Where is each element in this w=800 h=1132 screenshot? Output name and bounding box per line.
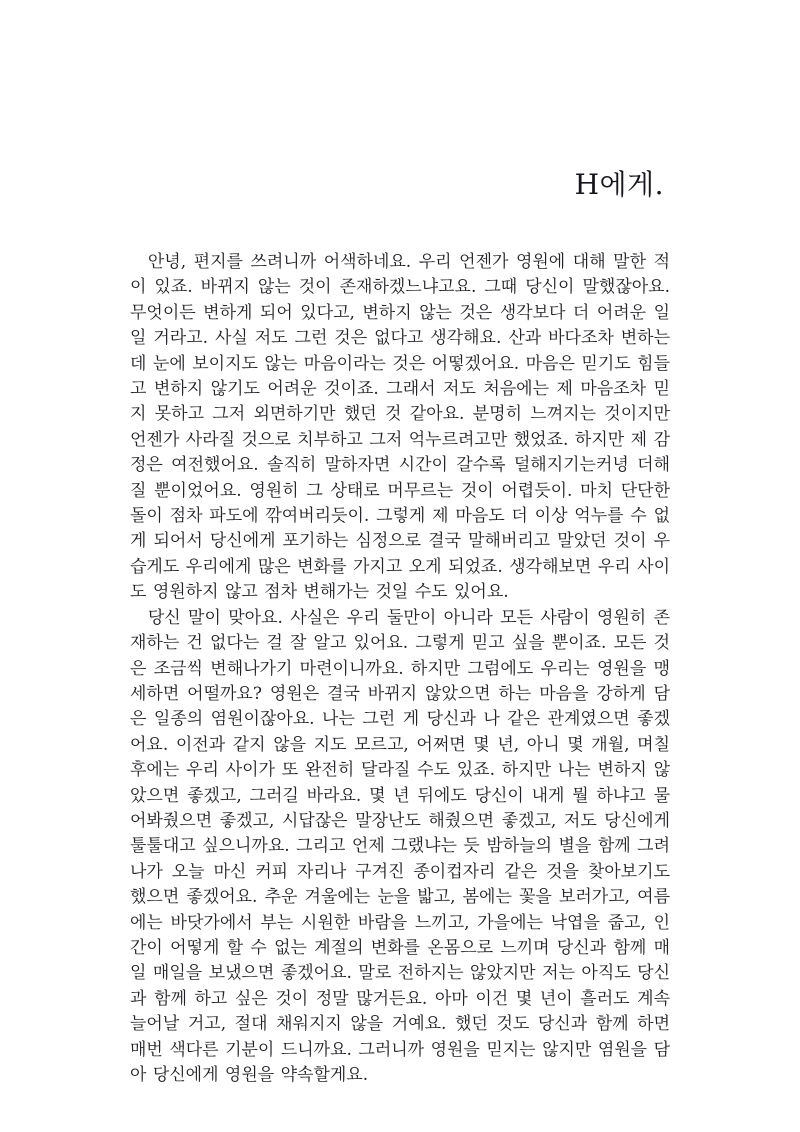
letter-title: H에게. xyxy=(574,168,664,201)
letter-paragraph: 안녕, 편지를 쓰려니까 어색하네요. 우리 언젠가 영원에 대해 말한 적이 있죠. 바뀌지 않는 것이 존재하겠느냐고요. 그때 당신이 말했잖아요. 무엇이든 변하게 되어 있다고, 변하지 않는 것은 생각보다 더 어려운 일일 거라고. 사실 저도 그런 것은 없다고 생각해요. 산과 바다조차 변하는데 눈에 보이지도 않는 마음이라는 것은 어떻겠어요. 마음은 믿기도 힘들고 변하지 않기도 어려운 것이죠. 그래서 저도 처음에는 제 마음조차 믿지 못하고 그저 외면하기만 했던 것 같아요. 분명히 느껴지는 것이지만 언젠가 사라질 것으로 치부하고 그저 억누르려고만 했었죠. 하지만 제 감정은 여전했어요. 솔직히 말하자면 시간이 갈수록 덜해지기는커녕 더해질 뿐이었어요. 영원히 그 상태로 머무르는 것이 어렵듯이. 마치 단단한 돌이 점차 파도에 깎여버리듯이. 그렇게 제 마음도 더 이상 억누를 수 없게 되어서 당신에게 포기하는 심정으로 결국 말해버리고 말았던 것이 우습게도 우리에게 많은 변화를 가지고 오게 되었죠. 생각해보면 우리 사이도 영원하지 않고 점차 변해가는 것일 수도 있어요. xyxy=(130,252,670,603)
letter-paragraph: 당신 말이 맞아요. 사실은 우리 둘만이 아니라 모든 사람이 영원히 존재하는 건 없다는 걸 잘 알고 있어요. 그렇게 믿고 싶을 뿐이죠. 모든 것은 조금씩 변해나가기 마련이니까요. 하지만 그럼에도 우리는 영원을 맹세하면 어떨까요? 영원은 결국 바뀌지 않았으면 하는 마음을 강하게 담은 일종의 염원이잖아요. 나는 그런 게 당신과 나 같은 관계였으면 좋겠어요. 이전과 같지 않을 지도 모르고, 어쩌면 몇 년, 아니 몇 개월, 며칠 후에는 우리 사이가 또 완전히 달라질 수도 있죠. 하지만 나는 변하지 않았으면 좋겠고, 그러길 바라요. 몇 년 뒤에도 당신이 내게 뭘 하냐고 물어봐줬으면 좋겠고, 시답잖은 말장난도 해줬으면 좋겠고, 저도 당신에게 툴툴대고 싶으니까요. 그리고 언제 그랬냐는 듯 밤하늘의 별을 함께 그려나가 오늘 마신 커피 자리나 구겨진 종이컵자리 같은 것을 찾아보기도 했으면 좋겠어요. 추운 겨울에는 눈을 밟고, 봄에는 꽃을 보러가고, 여름에는 바닷가에서 부는 시원한 바람을 느끼고, 가을에는 낙엽을 줍고, 인간이 어떻게 할 수 없는 계절의 변화를 온몸으로 느끼며 당신과 함께 매일 매일을 보냈으면 좋겠어요. 말로 전하지는 않았지만 저는 아직도 당신과 함께 하고 싶은 것이 정말 많거든요. 아마 이건 몇 년이 흘러도 계속 늘어날 거고, 절대 채워지지 않을 거예요. 했던 것도 당신과 함께 하면 매번 색다른 기분이 드니까요. 그러니까 영원을 믿지는 않지만 염원을 담아 당신에게 영원을 약속할게요. xyxy=(130,607,670,1085)
letter-body xyxy=(130,250,670,1088)
